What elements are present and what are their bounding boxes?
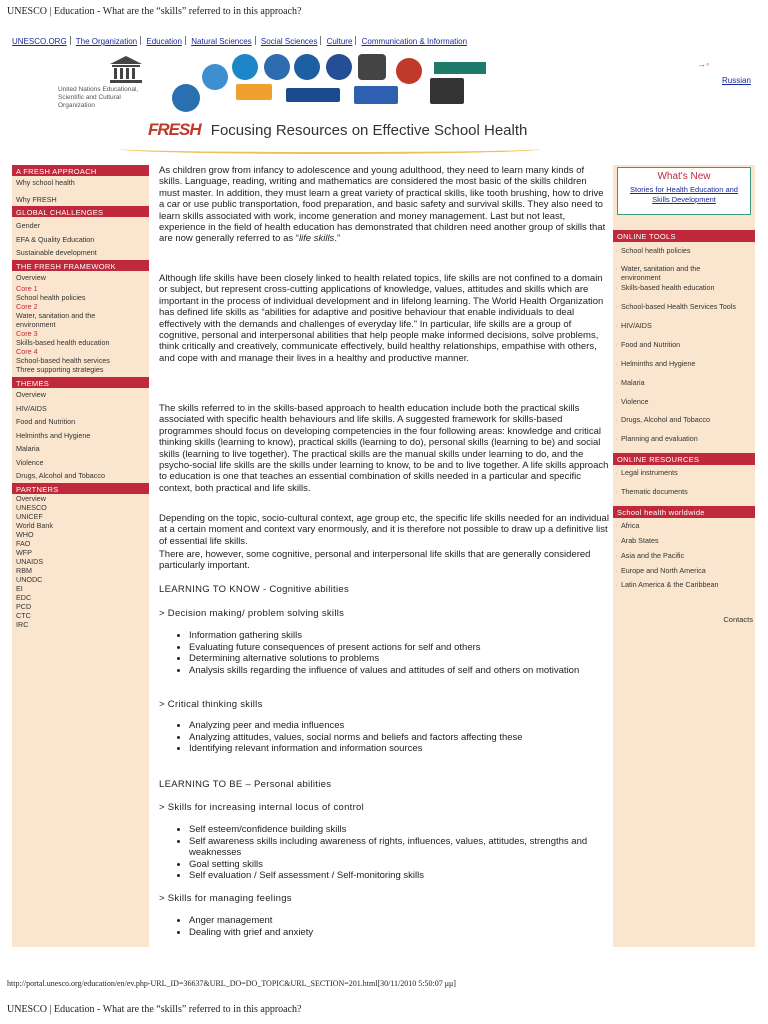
- right-sidebar: [613, 165, 755, 947]
- region-africa[interactable]: · Africa: [613, 521, 755, 530]
- page-header: UNESCO | Education - What are the “skills” referred to in this approach?: [7, 6, 302, 17]
- list-item: • Analysis skills regarding the influence of values and attitudes of self and others on motivation: [189, 665, 609, 677]
- nav-separator: [255, 36, 256, 45]
- nav-separator: [185, 36, 186, 45]
- banner-title-row: [148, 120, 527, 140]
- online-resources-head[interactable]: ONLINE RESOURCES: [613, 453, 755, 465]
- sidebar-item-unicef[interactable]: UNICEF: [16, 511, 43, 521]
- nav-education[interactable]: Education: [146, 37, 182, 46]
- ar-logo-icon: [358, 54, 386, 80]
- tool-malaria[interactable]: · Malaria: [613, 378, 755, 387]
- sidebar-item-malaria[interactable]: Malaria: [16, 444, 40, 453]
- whats-new-title: What's New: [657, 171, 711, 182]
- locus-of-control-list: [159, 824, 609, 882]
- list-item: • Determining alternative solutions to problems: [189, 653, 609, 665]
- nav-communication-information[interactable]: Communication & Information: [361, 37, 468, 46]
- rbm-logo-icon: [236, 84, 272, 100]
- wfp-emblem-icon: [264, 54, 290, 80]
- sidebar-item-core-4[interactable]: Core 4: [16, 347, 38, 356]
- nav-social-sciences[interactable]: Social Sciences: [260, 37, 318, 46]
- sidebar-item-supporting-strategies[interactable]: Three supporting strategies: [16, 365, 104, 374]
- sidebar-item-skills-based[interactable]: Skills-based health education: [16, 338, 110, 347]
- subsection-decision-making: > Decision making/ problem solving skills: [159, 608, 345, 619]
- fresh-banner: [50, 48, 550, 156]
- tool-drugs[interactable]: · Drugs, Alcohol and Tobacco: [613, 415, 755, 424]
- tool-helminths[interactable]: · Helminths and Hygiene: [613, 359, 755, 368]
- life-skills-term: life skills: [298, 233, 335, 245]
- list-item: • Analyzing attitudes, values, social norms and beliefs and factors affecting these: [189, 732, 609, 744]
- paragraph-intro-end: .”: [334, 233, 341, 245]
- tool-violence[interactable]: · Violence: [613, 397, 755, 406]
- paragraph-intro-text: As children grow from infancy to adolescence and young adulthood, they need to learn many kinds of skills. Language, reading, writing and mathematics are considered the most basic of the skills children must master. In addition, they must learn a great variety of practical skills, like tooth brushing, how to drive a car or use public transportation, food preparation, and basic safety and survival skills. They also need to learn skills associated with work, income generation and money management. Last but not least, experience in the field of health education has demonstrated that children need another group of skills that are now generally referred to as “: [159, 165, 606, 245]
- pcd-logo-icon: [430, 78, 464, 104]
- banner-arc-decoration: [120, 144, 540, 154]
- tool-hiv-aids[interactable]: · HIV/AIDS: [613, 321, 755, 330]
- region-europe-north-america[interactable]: · Europe and North America: [613, 566, 755, 575]
- sidebar-head-partners[interactable]: PARTNERS: [12, 483, 149, 494]
- sidebar-item-efa[interactable]: EFA & Quality Education: [16, 234, 95, 244]
- sidebar-item-ctc[interactable]: CTC: [16, 610, 31, 620]
- tool-food-nutrition[interactable]: · Food and Nutrition: [613, 340, 755, 349]
- sidebar-item-core-2[interactable]: Core 2: [16, 302, 38, 311]
- list-item: • Self awareness skills including awareness of rights, influences, values, attitudes, strengths and weaknesses: [189, 836, 609, 859]
- list-item: • Analyzing peer and media influences: [189, 720, 609, 732]
- contacts-link[interactable]: Contacts: [723, 615, 753, 624]
- whats-new-link[interactable]: Stories for Health Education and Skills Development: [630, 185, 738, 204]
- list-item: • Evaluating future consequences of present actions for self and others: [189, 642, 609, 654]
- section-learning-to-know: LEARNING TO KNOW - Cognitive abilities: [159, 584, 350, 595]
- banner-title: Focusing Resources on Effective School Health: [210, 122, 528, 139]
- region-asia-pacific[interactable]: · Asia and the Pacific: [613, 551, 755, 560]
- list-item: • Information gathering skills: [189, 630, 609, 642]
- paragraph-skills-based-approach: The skills referred to in the skills-based approach to health education include both the practical skills associated with specific health behaviours and life skills. A suggested framework for skills-based programmes should focus on developing competencies in the four following areas: knowledge and critical thinking skills (learning to know), practical skills (learning to do), personal skills (learning to be) and social skills (learning to live together). The practical skills are the manual skills under learning to do, and the psycho-social life skills are the skills under learning to know, to be and to live together. A life skills approach to education is one that teaches an essential combination of skills needed in a particular and specific context, both practical and life skills.: [159, 403, 609, 494]
- page-header-bottom: UNESCO | Education - What are the “skills” referred to in this approach?: [7, 1004, 302, 1015]
- decision-making-list: [159, 630, 609, 676]
- edc-logo-icon: [354, 86, 398, 104]
- sidebar-item-wfp[interactable]: WFP: [16, 547, 32, 557]
- sidebar-item-world-bank[interactable]: World Bank: [16, 520, 54, 530]
- sidebar-head-fresh-approach[interactable]: A FRESH APPROACH: [12, 165, 149, 176]
- sidebar-item-hiv-aids[interactable]: HIV/AIDS: [16, 403, 47, 413]
- sidebar-item-gender[interactable]: Gender: [16, 221, 40, 230]
- subsection-critical-thinking: > Critical thinking skills: [159, 699, 263, 710]
- unesco-temple-logo: [106, 54, 146, 84]
- worldwide-head[interactable]: School health worldwide: [613, 506, 755, 518]
- subsection-managing-feelings: > Skills for managing feelings: [159, 893, 292, 904]
- list-item: • Self evaluation / Self assessment / Self-monitoring skills: [189, 870, 609, 882]
- sidebar-item-drugs[interactable]: Drugs, Alcohol and Tobacco: [16, 471, 105, 480]
- sidebar-head-global-challenges[interactable]: GLOBAL CHALLENGES: [12, 206, 149, 217]
- nav-natural-sciences[interactable]: Natural Sciences: [191, 37, 252, 46]
- list-item: • Goal setting skills: [189, 859, 609, 871]
- list-item: • Self esteem/confidence building skills: [189, 824, 609, 836]
- sidebar-item-unesco[interactable]: UNESCO: [16, 502, 47, 512]
- footer-timestamp: [30/11/2010 5:50:07 μμ]: [377, 979, 456, 988]
- russian-language-link[interactable]: Russian: [722, 76, 751, 85]
- sidebar-item-core-3[interactable]: Core 3: [16, 329, 38, 338]
- sidebar-head-themes[interactable]: THEMES: [12, 377, 149, 388]
- resource-thematic-documents[interactable]: · Thematic documents: [613, 487, 755, 496]
- tool-school-based-services[interactable]: · School-based Health Services Tools: [613, 302, 739, 311]
- sidebar-item-why-school-health[interactable]: Why school health: [16, 178, 75, 187]
- sidebar-item-edc[interactable]: EDC: [16, 592, 32, 602]
- paragraph-life-skills-definition: Although life skills have been closely linked to health related topics, life skills are not confined to a domain or subject, but represent cross-cutting applications of knowledge, values, attitudes and skills which are important in the process of individual development and in lifelong learning. The World Health Organization has defined life skills as “abilities for adaptive and positive behaviour that enable individuals to deal effectively with the demands and challenges of everyday life.” In particular, life skills are a group of cognitive, personal and interpersonal abilities that help people make informed decisions, solve problems, think critically and creatively, communicate effectively, build healthy relationships, empathise with others, and cope with and manage their lives in a healthy and productive manner.: [159, 273, 604, 364]
- paragraph-important-skills: There are, however, some cognitive, personal and interpersonal life skills that are generally considered particularly important.: [159, 549, 591, 572]
- paragraph-specific-skills: Depending on the topic, socio-cultural context, age group etc, the specific life skills needed for an individual at a certain moment and context vary enormously, and it is therefore not possible to draw up a definitive list of essential life skills.: [159, 513, 609, 547]
- sidebar-item-themes-overview[interactable]: Overview: [16, 390, 46, 399]
- sidebar-item-pcd[interactable]: PCD: [16, 601, 32, 611]
- managing-feelings-list: [159, 915, 609, 938]
- sidebar-item-core-1[interactable]: Core 1: [16, 284, 38, 293]
- list-item: • Dealing with grief and anxiety: [189, 927, 609, 939]
- subsection-locus-of-control: > Skills for increasing internal locus of control: [159, 802, 365, 813]
- sidebar-item-why-fresh[interactable]: Why FRESH: [16, 194, 57, 204]
- sidebar-item-school-health-policies[interactable]: School health policies: [16, 293, 86, 302]
- sidebar-item-unaids[interactable]: UNAIDS: [16, 556, 44, 566]
- red-emblem-icon: [396, 58, 422, 84]
- region-latin-america[interactable]: · Latin America & the Caribbean: [613, 580, 755, 589]
- nav-unesco-org[interactable]: UNESCO.ORG: [12, 37, 67, 46]
- sidebar-item-unodc[interactable]: UNODC: [16, 574, 43, 584]
- tool-skills-based[interactable]: · Skills-based health education: [613, 283, 755, 292]
- nav-separator: [70, 36, 71, 45]
- top-navigation: [12, 36, 467, 46]
- nav-separator: [355, 36, 356, 45]
- nav-the-organization[interactable]: The Organization: [75, 37, 138, 46]
- whats-new-box: [617, 167, 751, 215]
- who-emblem-icon: [202, 64, 228, 90]
- sidebar-item-environment[interactable]: environment: [16, 320, 56, 329]
- footer-url: http://portal.unesco.org/education/en/ev.php-URL_ID=36637&URL_DO=DO_TOPIC&URL_SECTION=201.html: [7, 979, 378, 988]
- paragraph-intro: [159, 165, 609, 245]
- nav-culture[interactable]: Culture: [326, 37, 353, 46]
- unaids-emblem-icon: [326, 54, 352, 80]
- sidebar-item-who[interactable]: WHO: [16, 529, 34, 539]
- resource-legal-instruments[interactable]: · Legal instruments: [613, 468, 755, 477]
- left-sidebar: [12, 165, 149, 947]
- sidebar-item-partners-overview[interactable]: Overview: [16, 493, 46, 503]
- region-arab-states[interactable]: · Arab States: [613, 536, 755, 545]
- sidebar-item-overview[interactable]: Overview: [16, 272, 46, 282]
- unicef-emblem-icon: [232, 54, 258, 80]
- list-item: • Anger management: [189, 915, 609, 927]
- sidebar-item-violence[interactable]: Violence: [16, 457, 44, 467]
- sidebar-item-ei[interactable]: EI: [16, 583, 23, 593]
- sidebar-item-water-sanitation[interactable]: Water, sanitation and the: [16, 311, 96, 320]
- sidebar-item-helminths[interactable]: Helminths and Hygiene: [16, 430, 91, 440]
- sidebar-item-irc[interactable]: IRC: [16, 619, 29, 629]
- fresh-logo: FRESH: [148, 120, 201, 139]
- sidebar-item-rbm[interactable]: RBM: [16, 565, 32, 575]
- un-agency-globe-icon: [172, 84, 200, 112]
- fao-emblem-icon: [294, 54, 320, 80]
- section-learning-to-be: LEARNING TO BE – Personal abilities: [159, 779, 332, 790]
- sidebar-item-food-nutrition[interactable]: Food and Nutrition: [16, 417, 76, 426]
- sidebar-item-fao[interactable]: FAO: [16, 538, 31, 548]
- language-arrow-icon: →◦: [697, 59, 710, 69]
- sidebar-item-school-based-services[interactable]: School-based health services: [16, 356, 110, 365]
- nav-separator: [320, 36, 321, 45]
- tool-planning-evaluation[interactable]: · Planning and evaluation: [613, 434, 755, 443]
- footer-url-line: [7, 979, 456, 988]
- irc-logo-icon: [434, 62, 486, 74]
- sidebar-item-sustainable[interactable]: Sustainable development: [16, 248, 97, 257]
- nav-separator: [140, 36, 141, 45]
- critical-thinking-list: [159, 720, 609, 755]
- tool-school-health-policies[interactable]: · School health policies: [613, 246, 755, 255]
- list-item: • Identifying relevant information and information sources: [189, 743, 609, 755]
- unodc-logo-icon: [286, 88, 340, 102]
- unesco-org-name: United Nations Educational, Scientific and Cultural Organization: [58, 86, 139, 109]
- sidebar-head-fresh-framework[interactable]: THE FRESH FRAMEWORK: [12, 260, 149, 271]
- online-tools-head[interactable]: ONLINE TOOLS: [613, 230, 755, 242]
- tool-water-sanitation[interactable]: · Water, sanitation and the environment: [613, 264, 723, 282]
